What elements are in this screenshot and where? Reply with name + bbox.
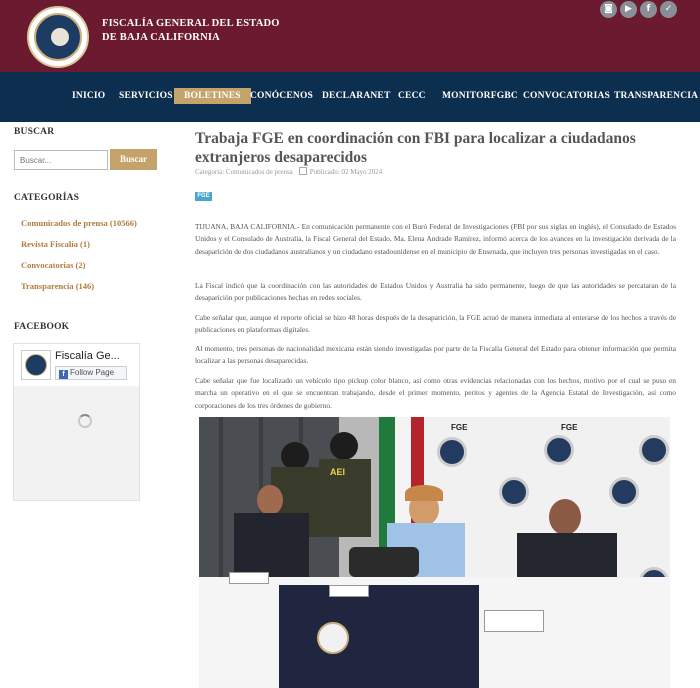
fb-logo-icon: f [59,370,68,379]
categories-heading: CATEGORÍAS [14,193,80,203]
name-placard [484,610,544,632]
microphones [349,547,419,577]
nav-monitorfgbc[interactable]: MONITORFGBC [442,91,518,101]
instagram-icon[interactable]: ◙ [600,1,617,18]
article-photo [199,417,670,688]
search-input[interactable] [14,150,108,170]
loading-spinner-icon [78,414,92,428]
category-transparencia[interactable]: Transparencia (146) [21,281,95,291]
runner-seal-icon [317,622,349,654]
twitter-icon[interactable]: ✓ [660,1,677,18]
backdrop-seal-icon [544,435,574,465]
person-hair [405,485,443,501]
photo-backdrop-text: FGE [451,423,468,432]
article-paragraph-1: TIJUANA, BAJA CALIFORNIA.- En comunicación permanente con el Buró Federal de Investigaciones (FBI por sus siglas en inglés), el Consulado de Estados Unidos y el Consulado de Australia, la Fiscal General del Estado, Ma. Elena Andrade Ramírez, informó acerca de los avances en la investigación derivada de la desaparición de dos ciudadanos australianos y un ciudadano estadounidense en el municipio de Ensenada, que incluyen tres personas investigadas en el caso. [195,222,676,256]
fb-page-avatar[interactable] [21,350,51,380]
nav-boletines[interactable]: BOLETINES [174,88,251,104]
site-title-line1: FISCALÍA GENERAL DEL ESTADO [102,18,280,29]
article-category: Categoría: Comunicados de prensa [195,168,293,176]
search-heading: BUSCAR [14,127,55,137]
table-runner [279,585,479,688]
youtube-icon[interactable]: ▶ [620,1,637,18]
category-revista[interactable]: Revista Fiscalía (1) [21,239,90,249]
logo-seal-icon [51,28,69,46]
article-paragraph-2: La Fiscal indicó que la coordinación con las autoridades de Estados Unidos y Australia ha sido permanente, luego de que las autoridades se percataran de la desaparición por publicaciones hechas en redes sociales. [195,281,676,303]
agent-helmet [281,442,309,470]
facebook-icon[interactable]: f [640,1,657,18]
person-head [549,499,581,535]
name-placard [229,572,269,584]
logo-seal-ring [34,13,82,61]
photo-backdrop-text: FGE [561,423,578,432]
search-button[interactable]: Buscar [110,149,157,170]
article-paragraph-5: Cabe señalar que fue localizado un vehículo tipo pickup color blanco, así como otras evidencias relacionadas con los hechos, motivo por el cual se puso en marcha un operativo en el que se encuentran trabajando, desde el primer momento, peritos y agentes de la Agencia Estatal de Investigación, así como corporaciones de los tres órdenes de gobierno. [195,376,676,410]
backdrop-seal-icon [639,435,669,465]
agent-helmet [330,432,358,460]
site-title-line2: DE BAJA CALIFORNIA [102,32,220,43]
nav-inicio[interactable]: INICIO [72,91,106,101]
nav-cecc[interactable]: CECC [398,91,426,101]
name-placard [329,585,369,597]
main-navigation [0,72,700,122]
nav-convocatorias[interactable]: CONVOCATORIAS [523,91,611,101]
fb-page-name[interactable]: Fiscalía Ge... [55,350,120,362]
calendar-icon [299,167,307,175]
article-meta [195,167,382,176]
fge-logo[interactable] [27,6,89,68]
facebook-widget [13,343,140,501]
fb-follow-label: Follow Page [70,368,115,377]
article-published: Publicado: 02 Mayo 2024 [309,168,383,176]
site-title[interactable] [102,17,280,45]
backdrop-seal-icon [499,477,529,507]
nav-declaranet[interactable]: DECLARANET [322,91,391,101]
site-header [0,0,700,72]
nav-conocenos[interactable]: CONÓCENOS [250,91,314,101]
nav-servicios[interactable]: SERVICIOS [119,91,173,101]
article-tag[interactable]: FGE [195,192,212,201]
fb-feed-area [14,386,139,500]
category-comunicados[interactable]: Comunicados de prensa (10566) [21,218,137,228]
article-title[interactable]: Trabaja FGE en coordinación con FBI para localizar a ciudadanos extranjeros desaparecidos [195,130,636,166]
nav-transparencia[interactable]: TRANSPARENCIA [614,91,699,101]
category-convocatorias[interactable]: Convocatorias (2) [21,260,86,270]
photo-vest-text: AEI [330,467,346,477]
fb-avatar-seal-icon [25,354,47,376]
backdrop-seal-icon [437,437,467,467]
article-paragraph-4: Al momento, tres personas de nacionalidad mexicana están siendo investigadas por parte de la Fiscalía General del Estado para obtener información que permita localizar a las personas desaparecidas. [195,344,676,366]
person-head [257,485,283,515]
facebook-heading: FACEBOOK [14,322,70,332]
backdrop-seal-icon [609,477,639,507]
fb-widget-header [14,344,139,386]
fb-follow-button[interactable] [55,366,127,380]
article-paragraph-3: Cabe señalar que, aunque el reporte oficial se hizo 48 horas después de la desaparición, la FGE actuó de manera inmediata al enterarse de los hechos a través de publicaciones en plataformas digitales. [195,313,676,335]
